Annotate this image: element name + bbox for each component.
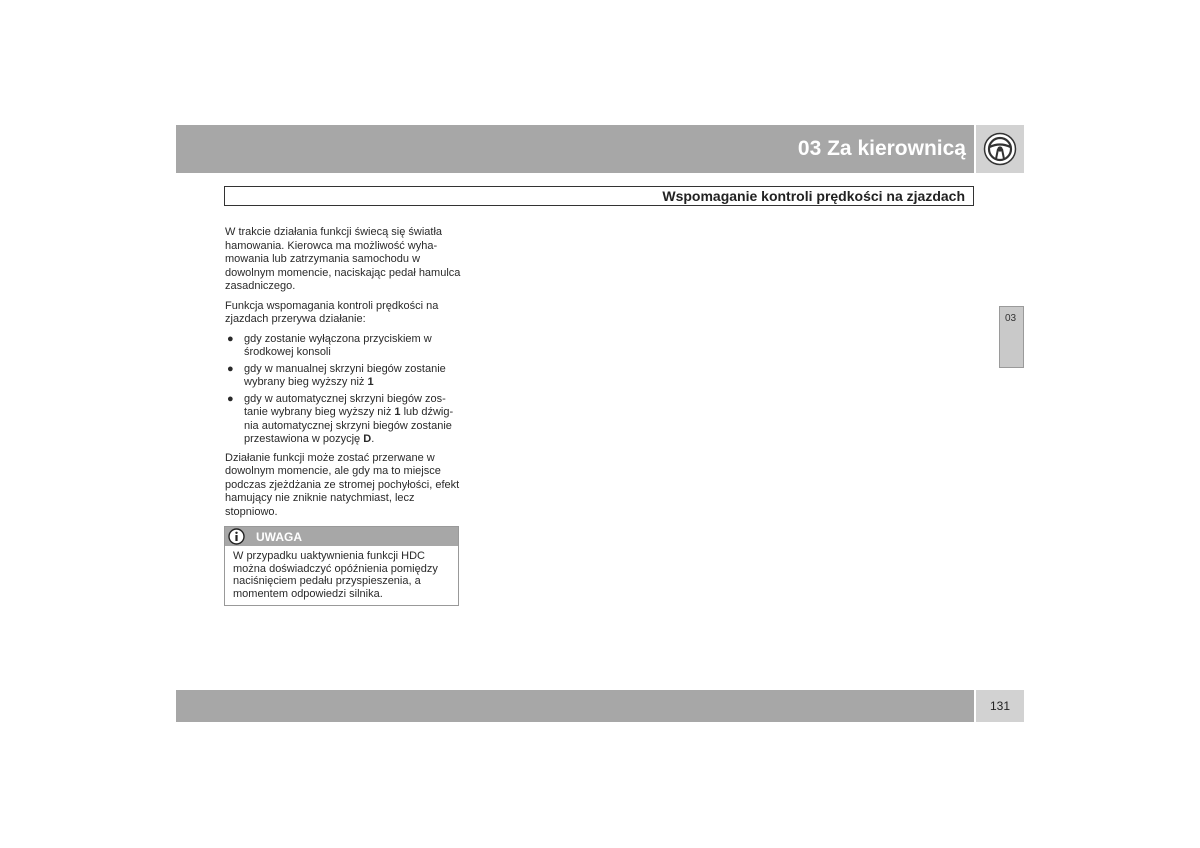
paragraph: W trakcie działania funkcji świecą się światła hamowania. Kierowca ma możliwość wyha-mowania lub zatrzymania samochodu w dowolnym momencie, naciskając pedał hamulca zasadniczego. — [225, 226, 461, 292]
list-item: ● gdy zostanie wyłączona przyciskiem w środkowej konsoli — [227, 332, 432, 358]
bullet-list — [225, 333, 465, 447]
page-number: 131 — [990, 699, 1011, 713]
chapter-title: 03 Za kierownicą — [797, 137, 966, 160]
list-item: ● gdy w automatycznej skrzyni biegów zos-tanie wybrany bieg wyższy niż 1 lub dźwig-nia automatycznej skrzyni biegów zostanie przestawiona w pozycję D. — [227, 392, 454, 445]
side-tab-label: 03 — [1005, 313, 1017, 324]
note-box — [224, 526, 459, 606]
steering-wheel-icon — [983, 132, 1017, 166]
body-text — [225, 226, 465, 525]
page-number-box — [976, 690, 1024, 722]
chapter-header — [176, 125, 974, 173]
section-header — [224, 186, 974, 206]
list-item: ● gdy w manualnej skrzyni biegów zostanie wybrany bieg wyższy niż 1 — [227, 362, 446, 388]
chapter-side-tab — [999, 306, 1024, 368]
note-label: UWAGA — [256, 530, 302, 544]
footer-band — [176, 690, 974, 722]
bullet-icon: ● — [227, 362, 234, 375]
bullet-icon: ● — [227, 332, 234, 345]
note-header — [225, 527, 458, 546]
info-icon — [228, 528, 245, 545]
section-title: Wspomaganie kontroli prędkości na zjazdach — [662, 188, 965, 204]
chapter-icon-box — [976, 125, 1024, 173]
paragraph: Działanie funkcji może zostać przerwane w dowolnym momencie, ale gdy ma to miejsce podczas zjeżdżania ze stromej pochyłości, efekt hamujący nie zniknie natychmiast, lecz stopniowo. — [225, 451, 460, 518]
note-text: W przypadku uaktywnienia funkcji HDC można doświadczyć opóźnienia pomiędzy naciśnięciem pedału przyspieszenia, a momentem odpowiedzi silnika. — [233, 550, 438, 600]
bullet-icon: ● — [227, 392, 234, 405]
paragraph: Funkcja wspomagania kontroli prędkości na zjazdach przerywa działanie: — [225, 299, 439, 325]
